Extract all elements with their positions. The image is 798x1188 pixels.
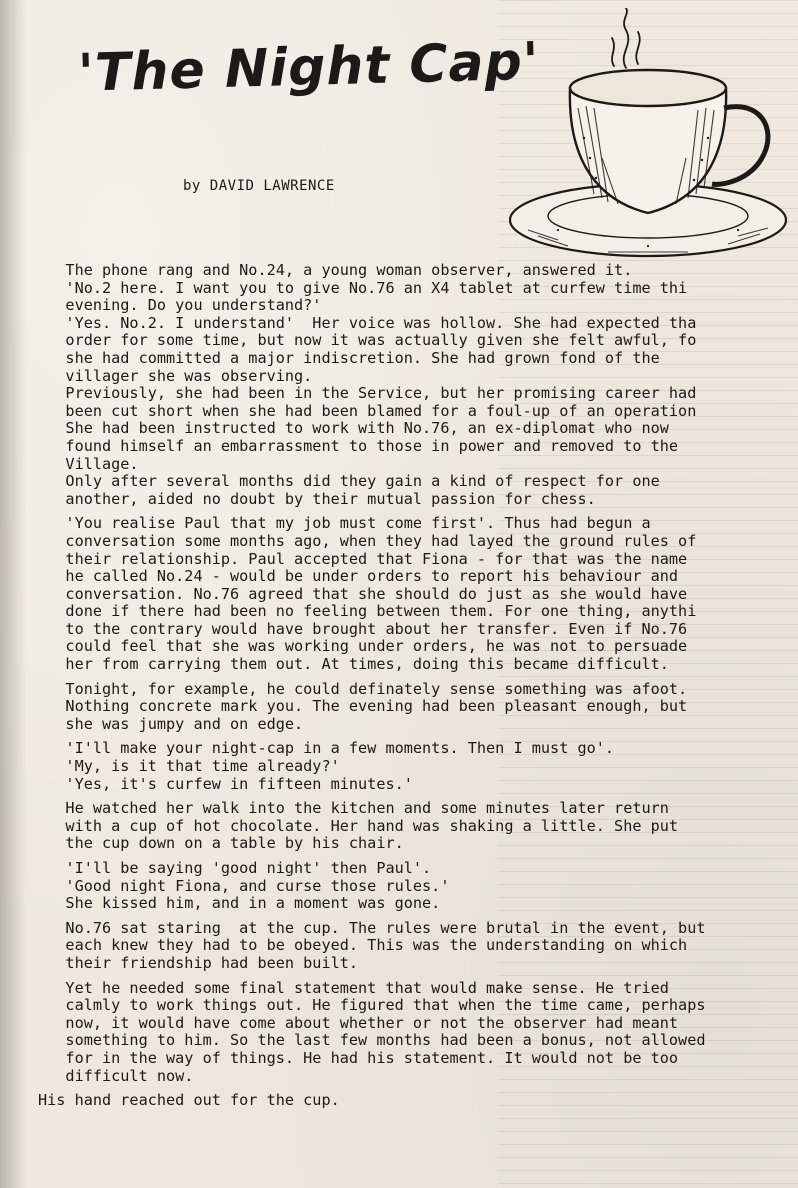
- text-line: 'Yes. No.2. I understand' Her voice was hollow. She had expected tha: [38, 314, 697, 332]
- paragraph: [38, 740, 790, 793]
- text-line: their relationship. Paul accepted that Fiona - for that was the name: [38, 550, 688, 568]
- text-line: order for some time, but now it was actually given she felt awful, fo: [38, 332, 697, 350]
- text-line: another, aided no doubt by their mutual passion for chess.: [38, 490, 596, 508]
- text-line: something to him. So the last few months had been a bonus, not allowed: [38, 1032, 706, 1050]
- text-line: 'No.2 here. I want you to give No.76 an X4 tablet at curfew time thi: [38, 279, 688, 297]
- text-line: difficult now.: [38, 1067, 194, 1085]
- text-line: her from carrying them out. At times, doing this became difficult.: [38, 656, 669, 674]
- paragraph: [38, 980, 790, 1086]
- text-line: She had been instructed to work with No.76, an ex-diplomat who now: [38, 420, 669, 438]
- text-line: he called No.24 - would be under orders to report his behaviour and: [38, 568, 679, 586]
- text-line: conversation some months ago, when they had layed the ground rules of: [38, 532, 697, 550]
- paragraph: [38, 262, 790, 508]
- text-line: His hand reached out for the cup.: [38, 1092, 340, 1110]
- paragraph: [38, 681, 790, 734]
- text-line: done if there had been no feeling between them. For one thing, anythi: [38, 603, 697, 621]
- text-line: Tonight, for example, he could definately sense something was afoot.: [38, 680, 688, 698]
- text-line: been cut short when she had been blamed for a foul-up of an operation: [38, 402, 697, 420]
- text-line: now, it would have come about whether or not the observer had meant: [38, 1014, 679, 1032]
- text-line: 'My, is it that time already?': [38, 758, 340, 776]
- text-line: she was jumpy and on edge.: [38, 715, 304, 733]
- text-line: 'Yes, it's curfew in fifteen minutes.': [38, 775, 413, 793]
- text-line: the cup down on a table by his chair.: [38, 835, 404, 853]
- text-line: 'You realise Paul that my job must come first'. Thus had begun a: [38, 515, 651, 533]
- steaming-cup-and-saucer-icon: [498, 8, 788, 268]
- text-line: evening. Do you understand?': [38, 297, 322, 315]
- article-byline: by DAVID LAWRENCE: [183, 178, 335, 194]
- paragraph: [38, 515, 790, 673]
- text-line: Yet he needed some final statement that would make sense. He tried: [38, 979, 669, 997]
- article-title: 'The Night Cap': [77, 31, 541, 104]
- text-line: to the contrary would have brought about her transfer. Even if No.76: [38, 620, 688, 638]
- text-line: The phone rang and No.24, a young woman observer, answered it.: [38, 262, 633, 279]
- paragraph: [38, 800, 790, 853]
- text-line: for in the way of things. He had his statement. It would not be too: [38, 1049, 679, 1067]
- text-line: with a cup of hot chocolate. Her hand was shaking a little. She put: [38, 817, 679, 835]
- text-line: their friendship had been built.: [38, 954, 359, 972]
- text-line: Only after several months did they gain a kind of respect for one: [38, 473, 660, 491]
- article-body: [38, 262, 790, 1182]
- text-line: found himself an embarrassment to those in power and removed to the: [38, 437, 679, 455]
- text-line: He watched her walk into the kitchen and some minutes later return: [38, 800, 669, 818]
- binding-shadow: [0, 0, 26, 1188]
- paragraph: [38, 1092, 790, 1110]
- text-line: 'I'll be saying 'good night' then Paul'.: [38, 860, 432, 877]
- text-line: Previously, she had been in the Service, but her promising career had: [38, 385, 697, 403]
- paragraph: [38, 860, 790, 913]
- text-line: each knew they had to be obeyed. This was the understanding on which: [38, 937, 688, 955]
- text-line: She kissed him, and in a moment was gone.: [38, 895, 441, 913]
- text-line: Village.: [38, 455, 139, 473]
- text-line: she had committed a major indiscretion. She had grown fond of the: [38, 349, 660, 367]
- text-line: villager she was observing.: [38, 367, 313, 385]
- text-line: No.76 sat staring at the cup. The rules were brutal in the event, but: [38, 919, 706, 937]
- text-line: could feel that she was working under orders, he was not to persuade: [38, 638, 688, 656]
- text-line: 'Good night Fiona, and curse those rules.': [38, 877, 450, 895]
- text-line: 'I'll make your night-cap in a few moments. Then I must go'.: [38, 740, 615, 758]
- text-line: conversation. No.76 agreed that she should do just as she would have: [38, 585, 688, 603]
- text-line: Nothing concrete mark you. The evening had been pleasant enough, but: [38, 698, 688, 716]
- text-line: calmly to work things out. He figured that when the time came, perhaps: [38, 997, 706, 1015]
- paragraph: [38, 920, 790, 973]
